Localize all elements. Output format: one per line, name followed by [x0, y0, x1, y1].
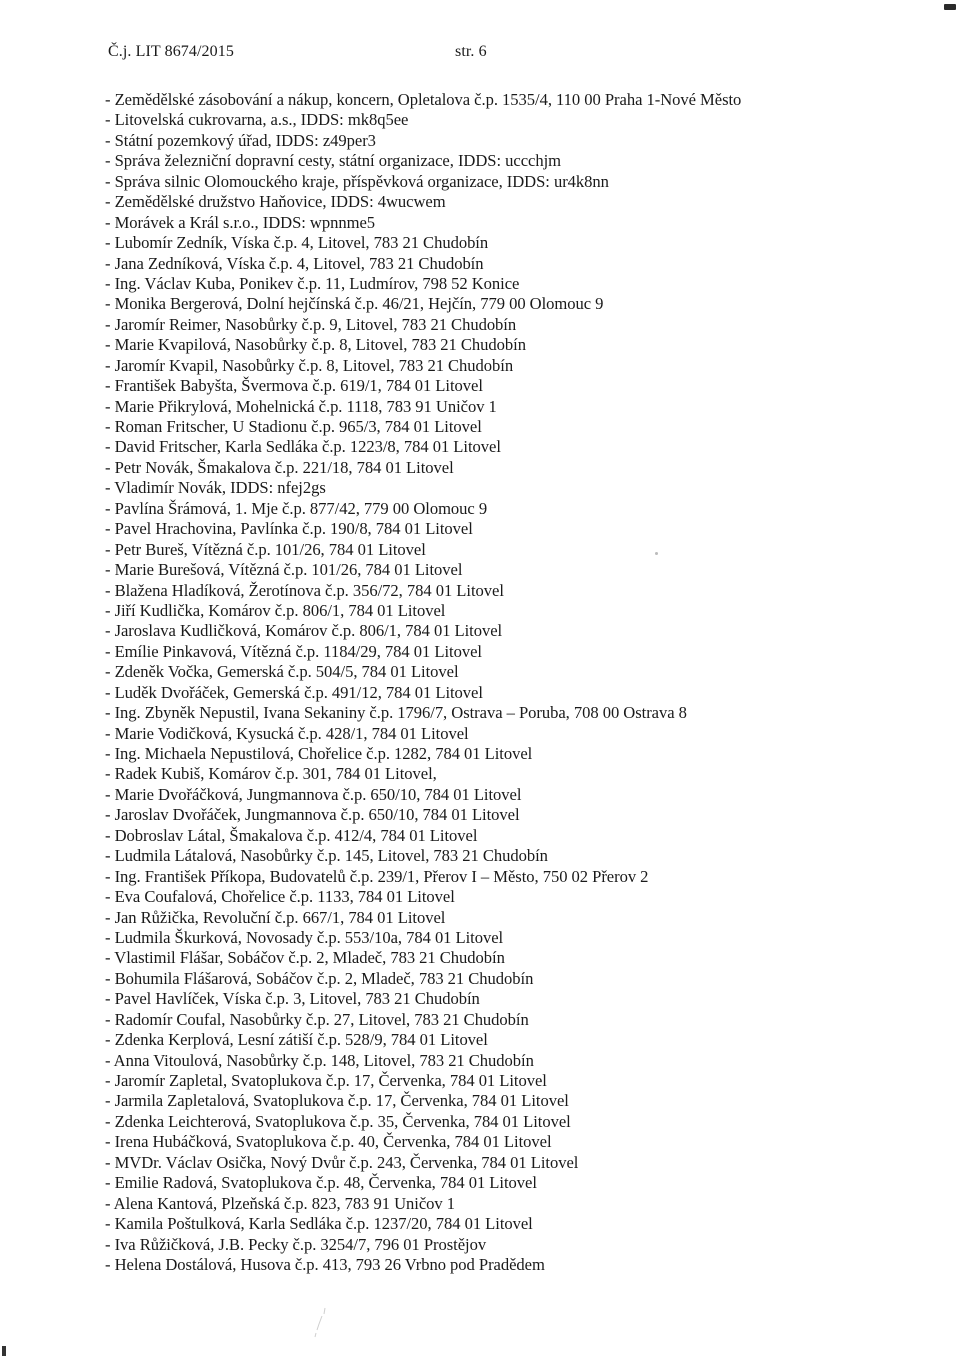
list-item: - Jana Zedníková, Víska č.p. 4, Litovel, 783 21 Chudobín — [105, 253, 484, 273]
recipient-list — [105, 90, 925, 1275]
list-item: - Pavel Havlíček, Víska č.p. 3, Litovel, 783 21 Chudobín — [105, 989, 480, 1009]
list-item: - Monika Bergerová, Dolní hejčínská č.p. 46/21, Hejčín, 779 00 Olomouc 9 — [105, 294, 604, 314]
list-item: - Marie Dvořáčková, Jungmannova č.p. 650/10, 784 01 Litovel — [105, 784, 522, 804]
page-number: str. 6 — [455, 43, 487, 60]
list-item: - Pavel Hrachovina, Pavlínka č.p. 190/8, 784 01 Litovel — [105, 519, 473, 539]
scan-edge-mark — [944, 4, 956, 10]
list-item: - Emilie Radová, Svatoplukova č.p. 48, Červenka, 784 01 Litovel — [105, 1173, 537, 1193]
list-item: - Jaroslava Kudličková, Komárov č.p. 806/1, 784 01 Litovel — [105, 621, 503, 641]
list-item: - Roman Fritscher, U Stadionu č.p. 965/3, 784 01 Litovel — [105, 417, 482, 436]
list-item: - Vladimír Novák, IDDS: nfej2gs — [105, 478, 326, 498]
list-item: - Kamila Poštulková, Karla Sedláka č.p. 1237/20, 784 01 Litovel — [105, 1214, 533, 1234]
list-item: - Správa železniční dopravní cesty, státní organizace, IDDS: uccchjm — [105, 151, 561, 171]
list-item: - Emílie Pinkavová, Vítězná č.p. 1184/29, 784 01 Litovel — [105, 641, 482, 661]
list-item: - Ludmila Škurková, Novosady č.p. 553/10a, 784 01 Litovel — [105, 927, 504, 947]
list-item: - Ing. Václav Kuba, Ponikev č.p. 11, Ludmírov, 798 52 Konice — [105, 273, 520, 293]
list-item: - Jaromír Reimer, Nasobůrky č.p. 9, Litovel, 783 21 Chudobín — [105, 314, 517, 334]
list-item: - Luděk Dvořáček, Gemerská č.p. 491/12, 784 01 Litovel — [105, 682, 483, 702]
list-item: - Blažena Hladíková, Žerotínova č.p. 356/72, 784 01 Litovel — [105, 580, 504, 600]
list-item: - Marie Burešová, Vítězná č.p. 101/26, 784 01 Litovel — [105, 560, 463, 580]
list-item: - Zemědělské družstvo Haňovice, IDDS: 4wucwem — [105, 192, 446, 212]
list-item: - Marie Kvapilová, Nasobůrky č.p. 8, Litovel, 783 21 Chudobín — [105, 335, 526, 355]
list-item: - Dobroslav Látal, Šmakalova č.p. 412/4, 784 01 Litovel — [105, 825, 478, 845]
list-item: - Jan Růžička, Revoluční č.p. 667/1, 784 01 Litovel — [105, 907, 446, 927]
list-item: - Jiří Kudlička, Komárov č.p. 806/1, 784 01 Litovel — [105, 600, 446, 620]
list-item: - Morávek a Král s.r.o., IDDS: wpnnme5 — [105, 212, 376, 232]
list-item: - Helena Dostálová, Husova č.p. 413, 793 26 Vrbno pod Pradědem — [105, 1254, 545, 1274]
list-item: - Ing. František Příkopa, Budovatelů č.p. 239/1, Přerov I – Město, 750 02 Přerov 2 — [105, 866, 649, 886]
list-item: - Zdenka Kerplová, Lesní zátiší č.p. 528/9, 784 01 Litovel — [105, 1030, 488, 1050]
list-item: - Lubomír Zedník, Víska č.p. 4, Litovel, 783 21 Chudobín — [105, 233, 489, 253]
scan-smudge-mark — [311, 1306, 331, 1340]
list-item: - Petr Bureš, Vítězná č.p. 101/26, 784 01 Litovel — [105, 539, 426, 559]
list-item: - Marie Vodičková, Kysucká č.p. 428/1, 784 01 Litovel — [105, 723, 469, 743]
list-item: - Jaromír Kvapil, Nasobůrky č.p. 8, Litovel, 783 21 Chudobín — [105, 355, 514, 375]
list-item: - Bohumila Flášarová, Sobáčov č.p. 2, Mladeč, 783 21 Chudobín — [105, 968, 534, 988]
list-item: - Jaromír Zapletal, Svatoplukova č.p. 17, Červenka, 784 01 Litovel — [105, 1071, 547, 1090]
list-item: - Státní pozemkový úřad, IDDS: z49per3 — [105, 130, 376, 150]
list-item: - Zdeněk Vočka, Gemerská č.p. 504/5, 784 01 Litovel — [105, 662, 459, 682]
list-item: - Litovelská cukrovarna, a.s., IDDS: mk8q5ee — [105, 110, 409, 130]
list-item: - Ing. Michaela Nepustilová, Chořelice č.p. 1282, 784 01 Litovel — [105, 744, 533, 763]
list-item: - Marie Přikrylová, Mohelnická č.p. 1118, 783 91 Uničov 1 — [105, 396, 497, 416]
list-item: - Pavlína Šrámová, 1. Mje č.p. 877/42, 779 00 Olomouc 9 — [105, 498, 488, 518]
list-item: - Zdenka Leichterová, Svatoplukova č.p. 35, Červenka, 784 01 Litovel — [105, 1111, 571, 1131]
page-header — [108, 43, 508, 67]
list-item: - MVDr. Václav Osička, Nový Dvůr č.p. 243, Červenka, 784 01 Litovel — [105, 1152, 579, 1172]
list-item: - David Fritscher, Karla Sedláka č.p. 1223/8, 784 01 Litovel — [105, 437, 501, 457]
scan-speck — [655, 552, 658, 555]
list-item: - Jarmila Zapletalová, Svatoplukova č.p. 17, Červenka, 784 01 Litovel — [105, 1091, 569, 1111]
list-item: - Ing. Zbyněk Nepustil, Ivana Sekaniny č.p. 1796/7, Ostrava – Poruba, 708 00 Ostrava 8 — [105, 703, 687, 723]
list-item: - Vlastimil Flášar, Sobáčov č.p. 2, Mladeč, 783 21 Chudobín — [105, 948, 505, 968]
list-item: - Anna Vitoulová, Nasobůrky č.p. 148, Litovel, 783 21 Chudobín — [105, 1050, 534, 1070]
list-item: - Iva Růžičková, J.B. Pecky č.p. 3254/7, 796 01 Prostějov — [105, 1234, 487, 1254]
list-item: - Irena Hubáčková, Svatoplukova č.p. 40, Červenka, 784 01 Litovel — [105, 1132, 552, 1152]
scan-edge-dot — [2, 1346, 6, 1356]
list-item: - Eva Coufalová, Chořelice č.p. 1133, 784 01 Litovel — [105, 887, 455, 907]
reference-number: Č.j. LIT 8674/2015 — [108, 43, 234, 60]
list-item: - Petr Novák, Šmakalova č.p. 221/18, 784 01 Litovel — [105, 457, 454, 477]
list-item: - Ludmila Látalová, Nasobůrky č.p. 145, Litovel, 783 21 Chudobín — [105, 846, 548, 866]
list-item: - Radek Kubiš, Komárov č.p. 301, 784 01 Litovel, — [105, 764, 437, 784]
list-item: - Jaroslav Dvořáček, Jungmannova č.p. 650/10, 784 01 Litovel — [105, 805, 520, 825]
list-item: - František Babyšta, Švermova č.p. 619/1, 784 01 Litovel — [105, 376, 483, 396]
list-item: - Správa silnic Olomouckého kraje, příspěvková organizace, IDDS: ur4k8nn — [105, 171, 609, 191]
list-item: - Alena Kantová, Plzeňská č.p. 823, 783 91 Uničov 1 — [105, 1193, 455, 1213]
list-item: - Radomír Coufal, Nasobůrky č.p. 27, Litovel, 783 21 Chudobín — [105, 1009, 529, 1029]
list-item: - Zemědělské zásobování a nákup, koncern, Opletalova č.p. 1535/4, 110 00 Praha 1-Nové Město — [105, 90, 742, 109]
